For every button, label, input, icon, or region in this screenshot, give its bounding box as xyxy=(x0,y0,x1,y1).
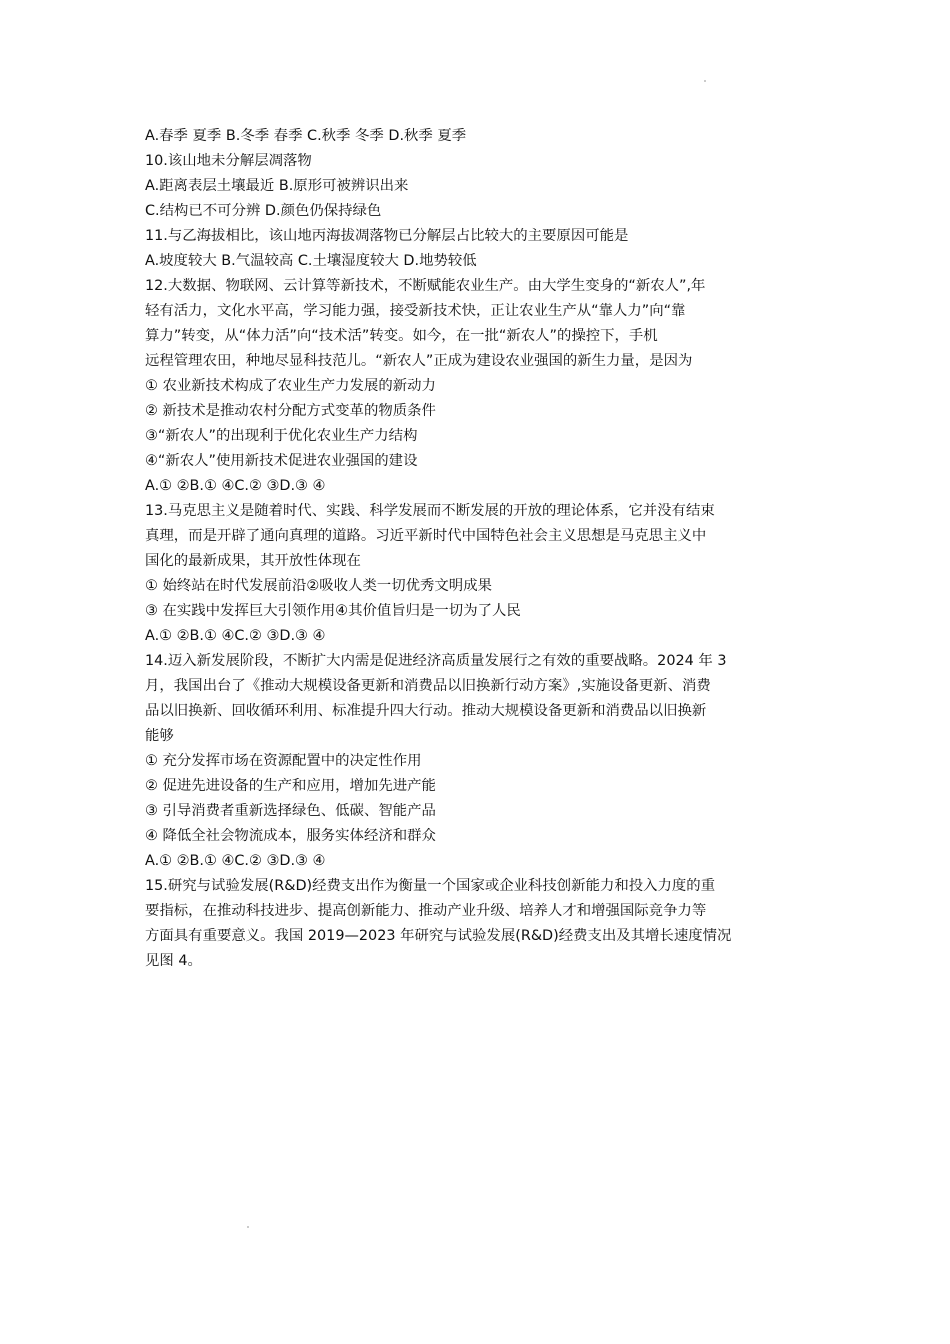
question-stem: 算力”转变，从“体力活”向“技术活”转变。如今，在一批“新农人”的操控下，手机 xyxy=(145,328,658,344)
question-stem: 品以旧换新、回收循环利用、标准提升四大行动。推动大规模设备更新和消费品以旧换新 xyxy=(145,703,707,719)
option-line: A.① ②B.① ④C.② ③D.③ ④ xyxy=(145,478,326,494)
statement-item: ④“新农人”使用新技术促进农业强国的建设 xyxy=(145,453,418,469)
option-line: A.① ②B.① ④C.② ③D.③ ④ xyxy=(145,628,326,644)
statement-item: ③ 在实践中发挥巨大引领作用④其价值旨归是一切为了人民 xyxy=(145,603,521,619)
question-stem: 轻有活力，文化水平高，学习能力强，接受新技术快，正让农业生产从“靠人力”向“靠 xyxy=(145,303,686,319)
question-stem: 12.大数据、物联网、云计算等新技术，不断赋能农业生产。由大学生变身的“新农人”,年 xyxy=(145,278,706,294)
question-stem: 15.研究与试验发展(R&D)经费支出作为衡量一个国家或企业科技创新能力和投入力度的重 xyxy=(145,878,716,894)
option-line: A.① ②B.① ④C.② ③D.③ ④ xyxy=(145,853,326,869)
question-stem: 要指标，在推动科技进步、提高创新能力、推动产业升级、培养人才和增强国际竞争力等 xyxy=(145,903,707,919)
question-stem: 见图 4。 xyxy=(145,953,202,969)
statement-item: ① 充分发挥市场在资源配置中的决定性作用 xyxy=(145,753,422,769)
question-stem: 10.该山地未分解层凋落物 xyxy=(145,153,312,169)
question-stem: 远程管理农田，种地尽显科技范儿。“新农人”正成为建设农业强国的新生力量，是因为 xyxy=(145,353,693,369)
option-line: A.春季 夏季 B.冬季 春季 C.秋季 冬季 D.秋季 夏季 xyxy=(145,128,467,144)
question-stem: 14.迈入新发展阶段，不断扩大内需是促进经济高质量发展行之有效的重要战略。2024 年 3 xyxy=(145,653,727,669)
question-stem: 11.与乙海拔相比，该山地丙海拔凋落物已分解层占比较大的主要原因可能是 xyxy=(145,228,629,244)
statement-item: ③“新农人”的出现利于优化农业生产力结构 xyxy=(145,428,418,444)
statement-item: ④ 降低全社会物流成本，服务实体经济和群众 xyxy=(145,828,436,844)
statement-item: ① 农业新技术构成了农业生产力发展的新动力 xyxy=(145,378,436,394)
question-stem: 真理，而是开辟了通向真理的道路。习近平新时代中国特色社会主义思想是马克思主义中 xyxy=(145,528,707,544)
question-stem: 能够 xyxy=(145,728,174,744)
question-stem: 国化的最新成果，其开放性体现在 xyxy=(145,553,361,569)
statement-item: ① 始终站在时代发展前沿②吸收人类一切优秀文明成果 xyxy=(145,578,492,594)
option-line: C.结构已不可分辨 D.颜色仍保持绿色 xyxy=(145,203,382,219)
question-stem: 13.马克思主义是随着时代、实践、科学发展而不断发展的开放的理论体系，它并没有结束 xyxy=(145,503,715,519)
option-line: A.坡度较大 B.气温较高 C.土壤湿度较大 D.地势较低 xyxy=(145,253,477,269)
scan-mark xyxy=(247,1226,249,1228)
statement-item: ② 促进先进设备的生产和应用，增加先进产能 xyxy=(145,778,436,794)
statement-item: ③ 引导消费者重新选择绿色、低碳、智能产品 xyxy=(145,803,436,819)
question-text xyxy=(145,124,810,974)
option-line: A.距离表层土壤最近 B.原形可被辨识出来 xyxy=(145,178,409,194)
question-stem: 月，我国出台了《推动大规模设备更新和消费品以旧换新行动方案》,实施设备更新、消费 xyxy=(145,678,711,694)
question-stem: 方面具有重要意义。我国 2019—2023 年研究与试验发展(R&D)经费支出及其增长速度情况 xyxy=(145,928,732,944)
scan-mark xyxy=(704,80,706,82)
statement-item: ② 新技术是推动农村分配方式变革的物质条件 xyxy=(145,403,436,419)
